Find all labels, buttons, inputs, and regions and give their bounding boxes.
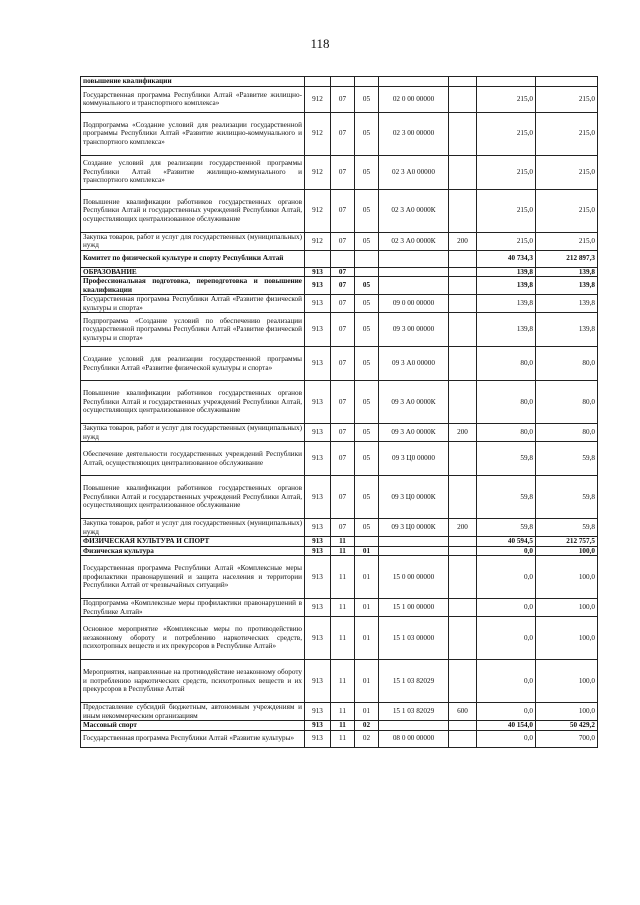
cell-section-code: 11 xyxy=(331,599,355,617)
table-row xyxy=(81,730,598,747)
cell-amount-year-1: 59,8 xyxy=(477,442,536,476)
cell-name: Закупка товаров, работ и услуг для государственных (муниципальных) нужд xyxy=(81,232,305,250)
cell-section-code: 11 xyxy=(331,721,355,731)
cell-name: Закупка товаров, работ и услуг для государственных (муниципальных) нужд xyxy=(81,519,305,537)
cell-target-article-code: 09 3 А0 0000К xyxy=(379,381,449,424)
cell-amount-year-1: 215,0 xyxy=(477,86,536,112)
cell-expense-type-code: 200 xyxy=(449,424,477,442)
cell-subsection-code: 05 xyxy=(355,189,379,232)
cell-administrator-code: 912 xyxy=(305,232,331,250)
cell-name: Повышение квалификации работников государственных органов Республики Алтай и государственных учреждений Республики Алтай, осуществляющих централизованное обслуживание xyxy=(81,189,305,232)
cell-name: Подпрограмма «Создание условий для реализации государственной программы Республики Алтай «Развитие жилищно-коммунального и транспортного комплекса» xyxy=(81,112,305,155)
cell-subsection-code: 01 xyxy=(355,660,379,703)
cell-subsection-code: 01 xyxy=(355,546,379,556)
cell-section-code: 07 xyxy=(331,277,355,295)
cell-expense-type-code xyxy=(449,660,477,703)
cell-expense-type-code xyxy=(449,313,477,347)
cell-section-code: 11 xyxy=(331,537,355,547)
cell-target-article-code: 15 1 03 00000 xyxy=(379,617,449,660)
cell-target-article-code: 09 3 Ц0 0000К xyxy=(379,519,449,537)
table-row xyxy=(81,556,598,599)
cell-section-code: 11 xyxy=(331,556,355,599)
cell-administrator-code: 913 xyxy=(305,476,331,519)
cell-name: Предоставление субсидий бюджетным, автономным учреждениям и иным некоммерческим организациям xyxy=(81,703,305,721)
cell-name: Создание условий для реализации государственной программы Республики Алтай «Развитие физической культуры и спорта» xyxy=(81,347,305,381)
cell-section-code: 11 xyxy=(331,730,355,747)
cell-subsection-code: 05 xyxy=(355,381,379,424)
cell-subsection-code xyxy=(355,77,379,87)
cell-administrator-code: 913 xyxy=(305,660,331,703)
table-row xyxy=(81,155,598,189)
cell-subsection-code: 01 xyxy=(355,703,379,721)
cell-amount-year-1: 139,8 xyxy=(477,267,536,277)
cell-amount-year-1: 59,8 xyxy=(477,476,536,519)
cell-section-code: 07 xyxy=(331,476,355,519)
cell-target-article-code: 15 1 00 00000 xyxy=(379,599,449,617)
table-row xyxy=(81,313,598,347)
cell-administrator-code xyxy=(305,250,331,267)
cell-subsection-code xyxy=(355,267,379,277)
cell-target-article-code: 15 1 03 82029 xyxy=(379,660,449,703)
cell-amount-year-1: 40 154,0 xyxy=(477,721,536,731)
cell-amount-year-2: 139,8 xyxy=(536,277,598,295)
cell-administrator-code: 912 xyxy=(305,86,331,112)
cell-administrator-code: 913 xyxy=(305,617,331,660)
cell-expense-type-code xyxy=(449,77,477,87)
cell-administrator-code: 913 xyxy=(305,537,331,547)
cell-amount-year-2: 59,8 xyxy=(536,476,598,519)
cell-amount-year-1: 0,0 xyxy=(477,556,536,599)
cell-expense-type-code xyxy=(449,730,477,747)
cell-section-code: 07 xyxy=(331,112,355,155)
table-row xyxy=(81,424,598,442)
cell-expense-type-code xyxy=(449,347,477,381)
cell-expense-type-code: 600 xyxy=(449,703,477,721)
cell-subsection-code: 01 xyxy=(355,599,379,617)
cell-amount-year-2: 139,8 xyxy=(536,295,598,313)
cell-section-code: 11 xyxy=(331,617,355,660)
cell-administrator-code: 913 xyxy=(305,730,331,747)
cell-amount-year-2: 700,0 xyxy=(536,730,598,747)
table-row xyxy=(81,267,598,277)
table-row xyxy=(81,295,598,313)
cell-name: Создание условий для реализации государственной программы Республики Алтай «Развитие жилищно-коммунального и транспортного комплекса» xyxy=(81,155,305,189)
cell-administrator-code: 912 xyxy=(305,155,331,189)
table-row xyxy=(81,250,598,267)
cell-section-code: 07 xyxy=(331,424,355,442)
cell-target-article-code xyxy=(379,721,449,731)
cell-target-article-code: 09 3 Ц0 0000К xyxy=(379,476,449,519)
cell-section-code: 11 xyxy=(331,703,355,721)
cell-name: Государственная программа Республики Алтай «Развитие физической культуры и спорта» xyxy=(81,295,305,313)
cell-administrator-code: 913 xyxy=(305,721,331,731)
cell-subsection-code: 05 xyxy=(355,519,379,537)
cell-amount-year-1: 0,0 xyxy=(477,617,536,660)
cell-amount-year-2: 80,0 xyxy=(536,424,598,442)
cell-amount-year-2: 100,0 xyxy=(536,617,598,660)
cell-expense-type-code xyxy=(449,155,477,189)
cell-expense-type-code xyxy=(449,721,477,731)
cell-section-code xyxy=(331,77,355,87)
cell-amount-year-1: 40 734,3 xyxy=(477,250,536,267)
cell-amount-year-1: 139,8 xyxy=(477,295,536,313)
cell-amount-year-2: 59,8 xyxy=(536,442,598,476)
cell-expense-type-code xyxy=(449,537,477,547)
cell-name: Профессиональная подготовка, переподготовка и повышение квалификации xyxy=(81,277,305,295)
cell-subsection-code: 05 xyxy=(355,313,379,347)
table-row xyxy=(81,77,598,87)
cell-amount-year-2: 139,8 xyxy=(536,313,598,347)
cell-expense-type-code xyxy=(449,277,477,295)
table-row xyxy=(81,519,598,537)
cell-amount-year-2: 80,0 xyxy=(536,381,598,424)
cell-expense-type-code xyxy=(449,556,477,599)
cell-amount-year-2: 50 429,2 xyxy=(536,721,598,731)
table-row xyxy=(81,277,598,295)
cell-administrator-code xyxy=(305,77,331,87)
cell-target-article-code: 02 3 00 00000 xyxy=(379,112,449,155)
cell-target-article-code: 08 0 00 00000 xyxy=(379,730,449,747)
cell-name: Повышение квалификации работников государственных органов Республики Алтай и государственных учреждений Республики Алтай, осуществляющих централизованное обслуживание xyxy=(81,476,305,519)
table-row xyxy=(81,617,598,660)
cell-section-code xyxy=(331,250,355,267)
cell-target-article-code: 09 3 Ц0 00000 xyxy=(379,442,449,476)
cell-expense-type-code xyxy=(449,267,477,277)
cell-name: Закупка товаров, работ и услуг для государственных (муниципальных) нужд xyxy=(81,424,305,442)
cell-subsection-code: 01 xyxy=(355,556,379,599)
table-row xyxy=(81,232,598,250)
table-row xyxy=(81,189,598,232)
cell-amount-year-1: 215,0 xyxy=(477,112,536,155)
cell-subsection-code: 05 xyxy=(355,277,379,295)
cell-amount-year-2: 215,0 xyxy=(536,86,598,112)
table-row xyxy=(81,476,598,519)
cell-administrator-code: 913 xyxy=(305,347,331,381)
cell-section-code: 07 xyxy=(331,189,355,232)
cell-amount-year-2: 212 897,3 xyxy=(536,250,598,267)
cell-amount-year-2: 59,8 xyxy=(536,519,598,537)
cell-target-article-code xyxy=(379,546,449,556)
cell-expense-type-code xyxy=(449,381,477,424)
cell-target-article-code: 15 0 00 00000 xyxy=(379,556,449,599)
cell-section-code: 07 xyxy=(331,232,355,250)
cell-subsection-code: 05 xyxy=(355,232,379,250)
cell-amount-year-2: 215,0 xyxy=(536,155,598,189)
cell-subsection-code: 05 xyxy=(355,112,379,155)
cell-administrator-code: 912 xyxy=(305,112,331,155)
table-row xyxy=(81,703,598,721)
cell-section-code: 07 xyxy=(331,519,355,537)
cell-expense-type-code: 200 xyxy=(449,232,477,250)
cell-amount-year-1: 0,0 xyxy=(477,660,536,703)
cell-target-article-code xyxy=(379,267,449,277)
cell-expense-type-code xyxy=(449,250,477,267)
cell-target-article-code xyxy=(379,277,449,295)
cell-subsection-code: 05 xyxy=(355,442,379,476)
table-row xyxy=(81,721,598,731)
cell-administrator-code: 913 xyxy=(305,546,331,556)
cell-amount-year-1: 40 594,5 xyxy=(477,537,536,547)
cell-amount-year-1: 215,0 xyxy=(477,155,536,189)
cell-amount-year-2: 100,0 xyxy=(536,599,598,617)
table-row xyxy=(81,86,598,112)
cell-name: повышение квалификации xyxy=(81,77,305,87)
cell-name: Государственная программа Республики Алтай «Развитие жилищно-коммунального и транспортного комплекса» xyxy=(81,86,305,112)
cell-name: ФИЗИЧЕСКАЯ КУЛЬТУРА И СПОРТ xyxy=(81,537,305,547)
cell-target-article-code: 09 3 А0 0000К xyxy=(379,424,449,442)
cell-target-article-code: 02 0 00 00000 xyxy=(379,86,449,112)
cell-section-code: 07 xyxy=(331,381,355,424)
cell-section-code: 07 xyxy=(331,155,355,189)
cell-amount-year-2: 215,0 xyxy=(536,112,598,155)
cell-subsection-code: 01 xyxy=(355,617,379,660)
cell-administrator-code: 913 xyxy=(305,424,331,442)
cell-name: Подпрограмма «Комплексные меры профилактики правонарушений в Республике Алтай» xyxy=(81,599,305,617)
cell-expense-type-code: 200 xyxy=(449,519,477,537)
cell-subsection-code: 05 xyxy=(355,424,379,442)
cell-expense-type-code xyxy=(449,617,477,660)
cell-amount-year-1: 139,8 xyxy=(477,277,536,295)
cell-expense-type-code xyxy=(449,599,477,617)
cell-amount-year-1: 80,0 xyxy=(477,347,536,381)
cell-amount-year-2: 139,8 xyxy=(536,267,598,277)
cell-administrator-code: 913 xyxy=(305,313,331,347)
cell-expense-type-code xyxy=(449,442,477,476)
cell-amount-year-1 xyxy=(477,77,536,87)
cell-administrator-code: 913 xyxy=(305,556,331,599)
cell-name: Комитет по физической культуре и спорту Республики Алтай xyxy=(81,250,305,267)
cell-administrator-code: 913 xyxy=(305,277,331,295)
cell-amount-year-1: 0,0 xyxy=(477,703,536,721)
cell-amount-year-1: 215,0 xyxy=(477,232,536,250)
cell-subsection-code xyxy=(355,250,379,267)
table-row xyxy=(81,537,598,547)
cell-expense-type-code xyxy=(449,189,477,232)
cell-amount-year-1: 80,0 xyxy=(477,381,536,424)
cell-subsection-code: 05 xyxy=(355,347,379,381)
cell-amount-year-1: 139,8 xyxy=(477,313,536,347)
cell-subsection-code: 02 xyxy=(355,730,379,747)
cell-subsection-code: 02 xyxy=(355,721,379,731)
cell-target-article-code: 02 3 А0 0000К xyxy=(379,232,449,250)
cell-administrator-code: 913 xyxy=(305,519,331,537)
cell-administrator-code: 913 xyxy=(305,267,331,277)
cell-expense-type-code xyxy=(449,546,477,556)
cell-subsection-code: 05 xyxy=(355,86,379,112)
cell-target-article-code xyxy=(379,77,449,87)
cell-target-article-code xyxy=(379,537,449,547)
cell-target-article-code: 02 3 А0 00000 xyxy=(379,155,449,189)
cell-section-code: 07 xyxy=(331,86,355,112)
cell-administrator-code: 913 xyxy=(305,703,331,721)
cell-subsection-code: 05 xyxy=(355,476,379,519)
budget-table xyxy=(80,76,598,748)
cell-name: Массовый спорт xyxy=(81,721,305,731)
cell-amount-year-1: 0,0 xyxy=(477,730,536,747)
cell-target-article-code: 09 3 А0 00000 xyxy=(379,347,449,381)
cell-name: Основное мероприятие «Комплексные меры по противодействию незаконному обороту и потреблению наркотических средств, психотропных веществ и их прекурсоров в Республике Алтай» xyxy=(81,617,305,660)
cell-target-article-code: 09 0 00 00000 xyxy=(379,295,449,313)
table-row xyxy=(81,347,598,381)
cell-amount-year-2: 100,0 xyxy=(536,556,598,599)
cell-name: ОБРАЗОВАНИЕ xyxy=(81,267,305,277)
cell-amount-year-1: 59,8 xyxy=(477,519,536,537)
cell-expense-type-code xyxy=(449,295,477,313)
cell-name: Мероприятия, направленные на противодействие незаконному обороту и потреблению наркотических средств, психотропных веществ и их прекурсоров в Республике Алтай xyxy=(81,660,305,703)
table-row xyxy=(81,112,598,155)
cell-amount-year-2: 100,0 xyxy=(536,660,598,703)
cell-name: Обеспечение деятельности государственных учреждений Республики Алтай, осуществляющих централизованное обслуживание xyxy=(81,442,305,476)
cell-administrator-code: 913 xyxy=(305,381,331,424)
cell-section-code: 07 xyxy=(331,313,355,347)
table-row xyxy=(81,381,598,424)
cell-amount-year-2: 215,0 xyxy=(536,232,598,250)
table-row xyxy=(81,546,598,556)
cell-name: Физическая культура xyxy=(81,546,305,556)
cell-amount-year-2: 212 757,5 xyxy=(536,537,598,547)
cell-expense-type-code xyxy=(449,112,477,155)
cell-amount-year-1: 0,0 xyxy=(477,599,536,617)
cell-target-article-code xyxy=(379,250,449,267)
cell-section-code: 07 xyxy=(331,347,355,381)
cell-administrator-code: 913 xyxy=(305,442,331,476)
cell-amount-year-2: 80,0 xyxy=(536,347,598,381)
cell-name: Государственная программа Республики Алтай «Комплексные меры профилактики правонарушений и защита населения и территории Республики Алтай от чрезвычайных ситуаций» xyxy=(81,556,305,599)
cell-amount-year-1: 80,0 xyxy=(477,424,536,442)
cell-expense-type-code xyxy=(449,476,477,519)
cell-subsection-code: 05 xyxy=(355,155,379,189)
cell-target-article-code: 02 3 А0 0000К xyxy=(379,189,449,232)
cell-name: Государственная программа Республики Алтай «Развитие культуры» xyxy=(81,730,305,747)
cell-expense-type-code xyxy=(449,86,477,112)
table-row xyxy=(81,660,598,703)
cell-target-article-code: 09 3 00 00000 xyxy=(379,313,449,347)
cell-amount-year-1: 0,0 xyxy=(477,546,536,556)
cell-section-code: 11 xyxy=(331,546,355,556)
table-row xyxy=(81,442,598,476)
cell-amount-year-2: 100,0 xyxy=(536,546,598,556)
page-number: 118 xyxy=(310,36,330,51)
cell-name: Повышение квалификации работников государственных органов Республики Алтай и государственных учреждений Республики Алтай, осуществляющих централизованное обслуживание xyxy=(81,381,305,424)
cell-administrator-code: 913 xyxy=(305,295,331,313)
cell-amount-year-1: 215,0 xyxy=(477,189,536,232)
cell-amount-year-2 xyxy=(536,77,598,87)
table-row xyxy=(81,599,598,617)
cell-name: Подпрограмма «Создание условий по обеспечению реализации государственной программы Республики Алтай «Развитие физической культуры и спорта» xyxy=(81,313,305,347)
cell-section-code: 07 xyxy=(331,295,355,313)
cell-subsection-code xyxy=(355,537,379,547)
cell-amount-year-2: 100,0 xyxy=(536,703,598,721)
cell-section-code: 07 xyxy=(331,267,355,277)
cell-administrator-code: 913 xyxy=(305,599,331,617)
cell-subsection-code: 05 xyxy=(355,295,379,313)
cell-administrator-code: 912 xyxy=(305,189,331,232)
cell-section-code: 07 xyxy=(331,442,355,476)
cell-section-code: 11 xyxy=(331,660,355,703)
cell-amount-year-2: 215,0 xyxy=(536,189,598,232)
cell-target-article-code: 15 1 03 82029 xyxy=(379,703,449,721)
